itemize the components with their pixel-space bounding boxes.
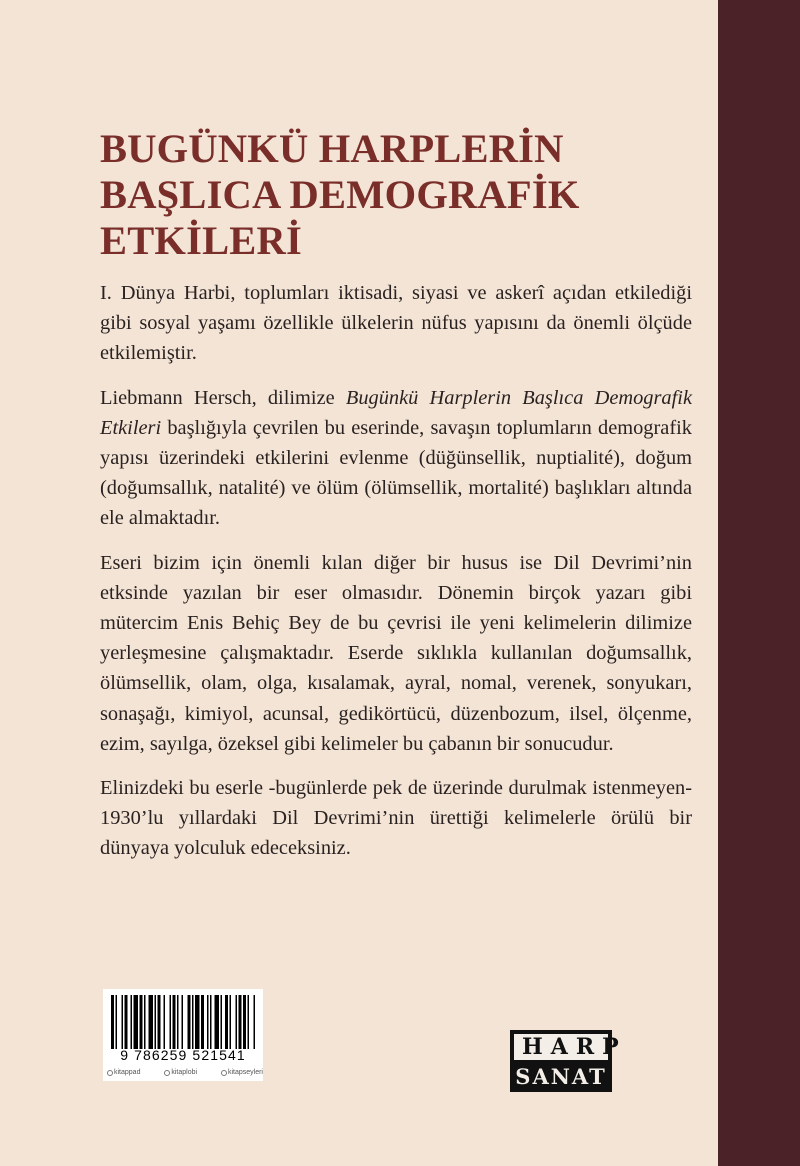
isbn-number: 9 786259 521541 (120, 1047, 246, 1063)
paragraph-2-prefix: Liebmann Hersch, dilimize (100, 386, 346, 409)
back-cover-text (100, 278, 692, 878)
book-spine (718, 0, 800, 1166)
book-title-italic: Bugünkü Harplerin Başlıca Demografik Etkileri (100, 386, 692, 439)
partner-logo-2 (164, 1069, 197, 1076)
partner-3-icon (221, 1070, 227, 1076)
publisher-logo-line-1: HARP (514, 1034, 608, 1060)
paragraph-2-suffix: başlığıyla çevrilen bu eserinde, savaşın toplumların demografik yapısı üzerindeki etkilerini evlenme (düğünsellik, nuptialité), doğum (doğumsallık, natalité) ve ölüm (ölümsellik, mortalité) başlıkları altında ele almaktadır. (100, 416, 692, 530)
partner-logos (107, 1069, 263, 1076)
title-line-3: ETKİLERİ (100, 218, 302, 263)
paragraph-1: I. Dünya Harbi, toplumları iktisadi, siyasi ve askerî açıdan etkilediği gibi sosyal yaşamı özellikle ülkelerin nüfus yapısını da önemli ölçüde etkilemiştir. (100, 282, 692, 365)
paragraph-4: Elinizdeki bu eserle -bugünlerde pek de üzerinde durulmak istenmeyen- 1930’lu yıllardaki Dil Devrimi’nin ürettiği kelimelerle örülü bir dünyaya yolculuk edeceksiniz. (100, 777, 692, 860)
partner-2-icon (164, 1070, 170, 1076)
partner-1-icon (107, 1070, 113, 1076)
title-line-2: BAŞLICA DEMOGRAFİK (100, 172, 580, 217)
partner-logo-1 (107, 1069, 140, 1076)
book-title (100, 126, 700, 264)
barcode-image (111, 995, 255, 1049)
publisher-logo-line-2: SANAT (515, 1064, 607, 1089)
partner-3-name: kitapseyleri (227, 1069, 263, 1076)
barcode-panel (103, 989, 263, 1081)
partner-logo-3 (221, 1069, 263, 1076)
partner-1-name: kitappad (114, 1069, 141, 1076)
publisher-logo (510, 1030, 627, 1092)
paragraph-2 (100, 383, 692, 534)
paragraph-3: Eseri bizim için önemli kılan diğer bir husus ise Dil Devrimi’nin etksinde yazılan bir eser olmasıdır. Dönemin birçok yazarı gibi mütercim Enis Behiç Bey de bu çevrisi ile yeni kelimelerin dilimize yerleşmesine çalışmaktadır. Eserde sıklıkla kullanılan doğumsallık, ölümsellik, olam, olga, kısalamak, ayral, nomal, verenek, sonyukarı, sonaşağı, kimiyol, acunsal, gedikörtücü, düzenbozum, ilsel, ölçenme, ezim, sayılga, özeksel gibi kelimeler bu çabanın bir sonucudur. (100, 551, 692, 755)
partner-2-name: kitaplobi (171, 1069, 198, 1076)
title-line-1: BUGÜNKÜ HARPLERİN (100, 126, 564, 171)
